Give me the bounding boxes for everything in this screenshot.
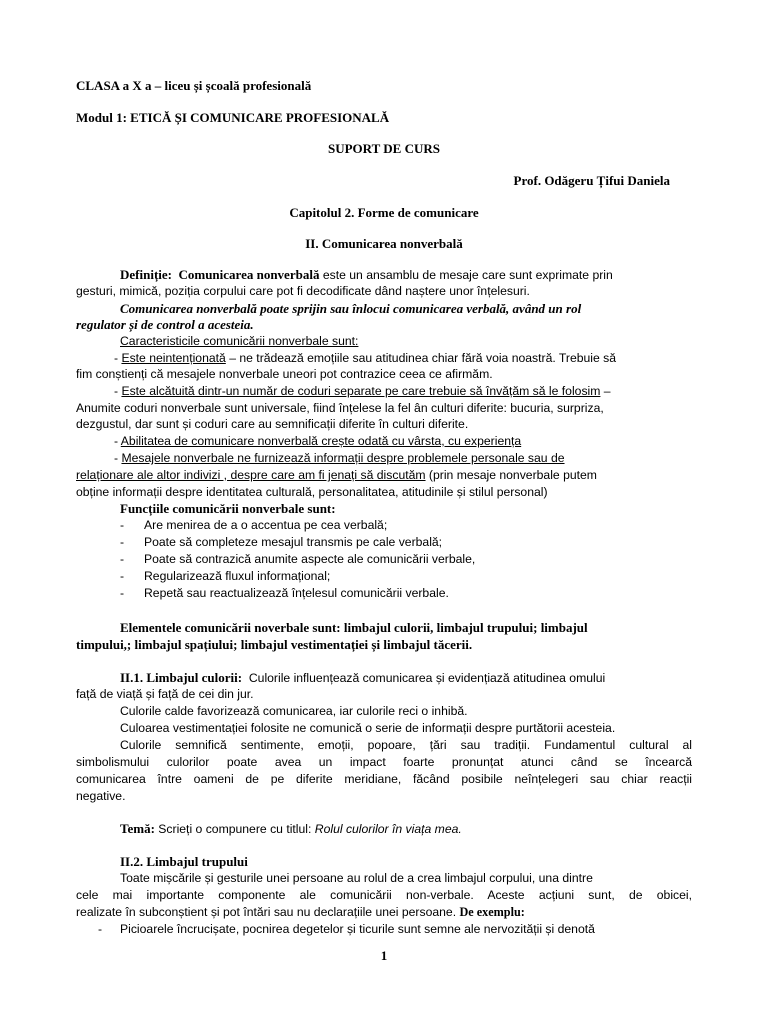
color-language-line-2: față de viață și față de cei din jur.: [76, 687, 254, 701]
body-language-title: II.2. Limbajul trupului: [120, 854, 248, 869]
section-title: II. Comunicarea nonverbală: [305, 236, 463, 251]
body-language-item: Picioarele încrucișate, pocnirea degetelor și ticurile sunt semne ale nervozității și denotă: [120, 922, 595, 936]
function-item: Repetă sau reactualizează înțelesul comunicării verbale.: [144, 586, 449, 600]
function-item: Poate să completeze mesajul transmis pe cale verbală;: [144, 535, 443, 549]
module-line: Modul 1: ETICĂ ȘI COMUNICARE PROFESIONALĂ: [76, 110, 390, 125]
functions-heading: Funcțiile comunicării nonverbale sunt:: [120, 501, 336, 516]
characteristic-4-line-3: obține informații despre identitatea culturală, personalitatea, atitudinile și stilul personal): [76, 485, 548, 499]
function-item-bullet: -: [120, 586, 125, 600]
body-language-item-bullet: -: [98, 922, 103, 936]
color-language-meaning-3: comunicarea între oameni de pe diferite meridiane, făcând posibile neînțelegeri sau chiar reacții: [76, 772, 692, 786]
body-language-line-1: Toate mișcările și gesturile unei persoane au rolul de a crea limbajul corpului, una dintre: [120, 871, 593, 885]
theme-label: Temă:: [120, 821, 155, 836]
course-type: SUPORT DE CURS: [328, 141, 440, 156]
elements-line-2: timpului,; limbajul spațiului; limbajul vestimentației și limbajul tăcerii.: [76, 637, 473, 652]
body-language-line-2: cele mai importante componente ale comunicării non-verbale. Aceste acțiuni sunt, de obicei,: [76, 888, 692, 902]
color-language-title: II.1. Limbajul culorii:: [120, 670, 243, 685]
example-label: De exemplu:: [459, 905, 525, 919]
elements-line-1: Elementele comunicării noverbale sunt: limbajul culorii, limbajul trupului; limbajul: [120, 620, 588, 635]
characteristic-2: - Este alcătuită dintr-un număr de coduri separate pe care trebuie să învățăm să le folosim –: [114, 384, 611, 398]
characteristic-2-line-2: Anumite coduri nonverbale sunt universale, fiind înțelese la fel ân culturi diferite: bucuria, surpriza,: [76, 401, 604, 415]
characteristic-2-line-3: dezgustul, dar sunt și coduri care au semnificații diferite în culturi diferite.: [76, 417, 469, 431]
characteristics-heading: Caracteristicile comunicării nonverbale sunt:: [120, 334, 359, 348]
color-language-meaning-4: negative.: [76, 789, 126, 803]
theme-title: Rolul culorilor în viața mea.: [314, 822, 462, 836]
body-language-line-3: realizate în subconștient și pot întări sau nu declarațiile unei persoane. De exemplu:: [76, 905, 525, 919]
class-line: CLASA a X a – liceu și școală profesională: [76, 78, 312, 93]
characteristic-2-keyword: Este alcătuită dintr-un număr de coduri separate pe care trebuie să învățăm să le folosim: [121, 384, 601, 398]
color-language-warm-cold: Culorile calde favorizează comunicarea, iar culorile reci o inhibă.: [120, 704, 468, 718]
chapter-title: Capitolul 2. Forme de comunicare: [289, 205, 479, 220]
definition-emphasis-2: regulator și de control a acesteia.: [76, 317, 254, 332]
characteristic-4-keyword: Mesajele nonverbale ne furnizează informații despre problemele personale sau de: [121, 451, 565, 465]
definition-label: Definiție:: [120, 267, 172, 282]
characteristic-1-keyword: Este neintenționată: [121, 351, 226, 365]
characteristic-3-keyword: Abilitatea de comunicare nonverbală crește odată cu vârsta, cu experiența: [120, 434, 522, 448]
page-number: 1: [380, 948, 388, 963]
definition-line-1: [120, 266, 613, 284]
function-item-bullet: -: [120, 518, 125, 532]
definition-emphasis-1: Comunicarea nonverbală poate sprijin sau înlocui comunicarea verbală, având un rol: [120, 301, 582, 316]
function-item: Poate să contrazică anumite aspecte ale comunicării verbale,: [144, 552, 476, 566]
definition-text-1: este un ansamblu de mesaje care sunt exprimate prin: [319, 268, 613, 282]
color-language-meaning-2: simbolismului culorilor poate avea un impact foarte pronunțat atunci când se încearcă: [76, 755, 692, 769]
function-item: Are menirea de a o accentua pe cea verbală;: [144, 518, 388, 532]
function-item-bullet: -: [120, 535, 125, 549]
function-item: Regularizează fluxul informațional;: [144, 569, 331, 583]
color-language-clothing: Culoarea vestimentației folosite ne comunică o serie de informații despre purtătorii acesteia.: [120, 721, 616, 735]
theme-line: Temă: Scrieți o compunere cu titlul: Rolul culorilor în viața mea.: [120, 821, 462, 836]
characteristic-4-line-2: relaționare ale altor indivizi , despre care am fi jenați să discutăm (prin mesaje nonverbale putem: [76, 468, 597, 482]
definition-line-2: gesturi, mimică, poziția corpului care pot fi decodificate dând naștere unor înțelesuri.: [76, 284, 530, 298]
function-item-bullet: -: [120, 552, 125, 566]
color-language-intro: II.1. Limbajul culorii: Culorile influențează comunicarea și evidențiază atitudinea omului: [120, 670, 606, 685]
characteristic-4: - Mesajele nonverbale ne furnizează informații despre problemele personale sau de: [114, 451, 565, 465]
function-item-bullet: -: [120, 569, 125, 583]
color-language-meaning-1: Culorile semnifică sentimente, emoții, popoare, țări sau tradiții. Fundamentul cultural al: [120, 738, 692, 752]
characteristic-1: - Este neintenționată – ne trădează emoțiile sau atitudinea chiar fără voia noastră. Trebuie să: [114, 351, 617, 365]
characteristic-3: - Abilitatea de comunicare nonverbală crește odată cu vârsta, cu experiența: [114, 434, 522, 448]
author-line: Prof. Odăgeru Țifui Daniela: [513, 173, 670, 188]
characteristic-1-line-2: fim conștienți că mesajele nonverbale uneori pot contrazice ceea ce afirmăm.: [76, 367, 493, 381]
definition-term: Comunicarea nonverbală: [178, 267, 320, 282]
